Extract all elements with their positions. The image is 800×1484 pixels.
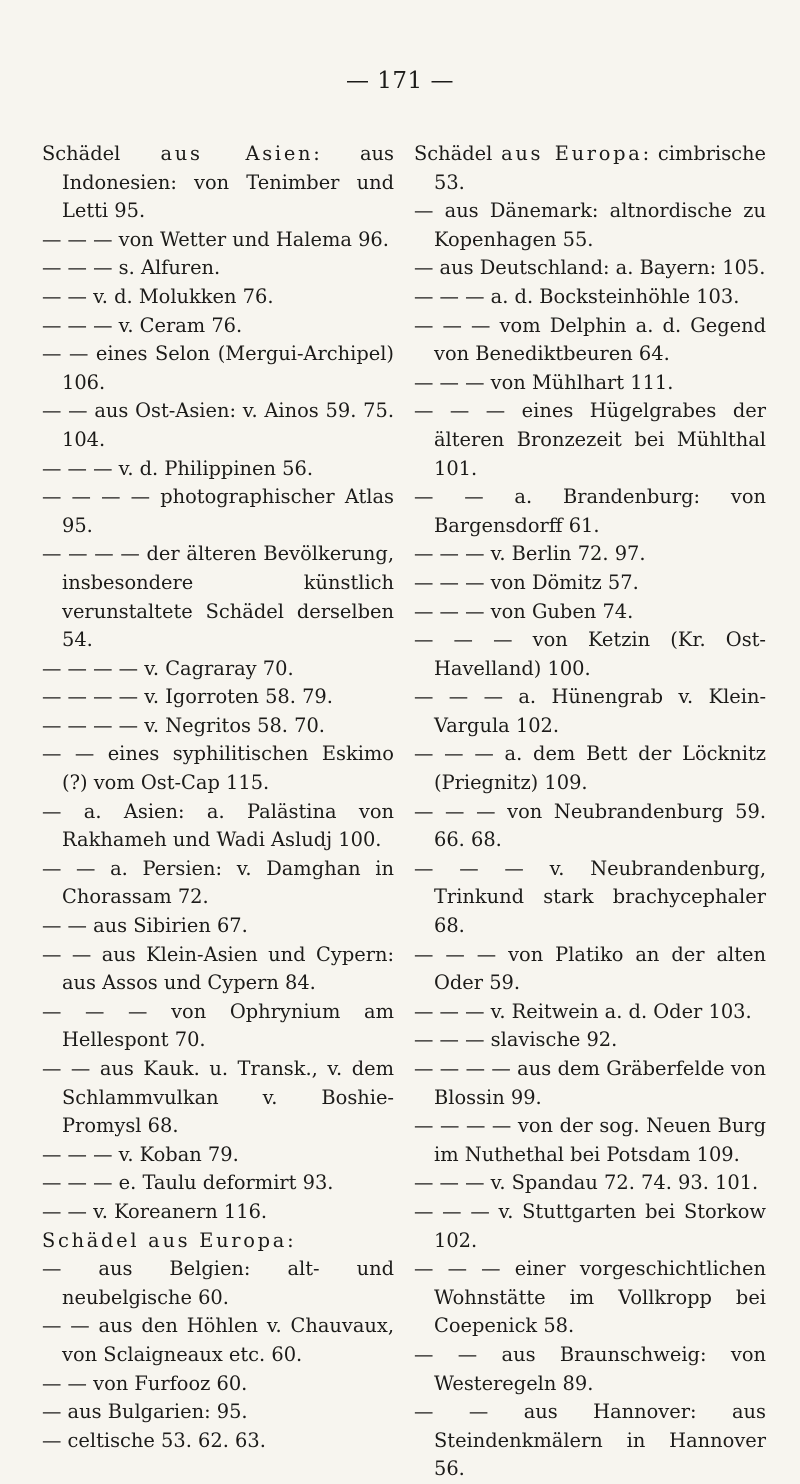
index-entry: — — a. Brandenburg: von Bargensdorff 61. bbox=[414, 485, 766, 537]
index-entry: — — — von Mühlhart 111. bbox=[414, 370, 674, 394]
index-entry: — — — — der älteren Bevölkerung, insbesondere künstlich verunstaltete Schädel derselben 54. bbox=[42, 542, 394, 652]
index-entry: — a. Asien: a. Palästina von Rakhameh und Wadi Asludj 100. bbox=[42, 799, 394, 852]
index-entry: — — — — v. Igorroten 58. 79. bbox=[42, 685, 333, 709]
index-entry: — — — — aus dem Gräberfelde von Blossin 99. bbox=[414, 1057, 766, 1109]
index-entry: — — — slavische 92. bbox=[414, 1028, 618, 1052]
index-entry bbox=[42, 1227, 394, 1256]
index-entry bbox=[42, 140, 394, 226]
index-entry: — — — v. Koban 79. bbox=[42, 1142, 239, 1166]
index-entry: — — — — von der sog. Neuen Burg im Nuthethal bei Potsdam 109. bbox=[414, 1114, 766, 1166]
index-entry: — — — v. d. Philippinen 56. bbox=[42, 456, 314, 480]
index-entry: — — — von Neubrandenburg 59. 66. 68. bbox=[414, 799, 766, 852]
index-entry: — aus Dänemark: altnordische zu Kopenhagen 55. bbox=[414, 199, 766, 251]
index-entry: — aus Bulgarien: 95. bbox=[42, 1400, 248, 1424]
entry-lead: Schädel bbox=[414, 142, 502, 165]
index-entry: — — — s. Alfuren. bbox=[42, 256, 221, 280]
entry-rest: : cimbrische 53. bbox=[434, 142, 766, 194]
index-entry: — — — v. Neubrandenburg, Trinkund stark brachycephaler 68. bbox=[414, 856, 766, 938]
page-number: — 171 — bbox=[345, 68, 455, 94]
index-entry: — — — von Ophrynium am Hellespont 70. bbox=[42, 999, 394, 1052]
index-entry: — — aus den Höhlen v. Chauvaux, von Sclaigneaux etc. 60. bbox=[42, 1314, 394, 1366]
index-entry: — — aus Klein-Asien und Cypern: aus Assos und Cypern 84. bbox=[42, 942, 394, 995]
index-entry: — — — von Dömitz 57. bbox=[414, 570, 639, 594]
entry-rest: : bbox=[287, 1228, 294, 1252]
index-entry: — — — v. Spandau 72. 74. 93. 101. bbox=[414, 1171, 759, 1195]
section-heading: Schädel aus Europa bbox=[42, 1228, 288, 1252]
index-entry: — — — — photographischer Atlas 95. bbox=[42, 485, 394, 537]
index-entry bbox=[414, 140, 766, 197]
right-column bbox=[414, 140, 766, 1484]
index-entry: — — — v. Reitwein a. d. Oder 103. bbox=[414, 999, 752, 1023]
index-entry: — — — eines Hügelgrabes der älteren Bronzezeit bei Mühlthal 101. bbox=[414, 399, 766, 480]
entry-lead: Schädel bbox=[42, 142, 161, 165]
index-entry: — — — von Wetter und Halema 96. bbox=[42, 227, 389, 251]
index-entry: — — v. d. Molukken 76. bbox=[42, 284, 274, 308]
index-entry: — — eines Selon (Mergui-Archipel) 106. bbox=[42, 342, 394, 394]
index-entry: — — aus Kauk. u. Transk., v. dem Schlammvulkan v. Boshie-Promysl 68. bbox=[42, 1057, 394, 1138]
left-column bbox=[42, 140, 394, 1455]
index-entry: — — — a. d. Bocksteinhöhle 103. bbox=[414, 284, 740, 308]
index-entry: — — von Furfooz 60. bbox=[42, 1371, 248, 1395]
index-entry: — — — v. Ceram 76. bbox=[42, 313, 243, 337]
index-entry: — — eines syphilitischen Eskimo (?) vom Ost-Cap 115. bbox=[42, 742, 394, 795]
index-entry: — — — a. dem Bett der Löcknitz (Priegnitz) 109. bbox=[414, 742, 766, 795]
index-entry: — — — einer vorgeschichtlichen Wohnstätte im Vollkropp bei Coepenick 58. bbox=[414, 1257, 766, 1338]
index-entry: — — — a. Hünengrab v. Klein-Vargula 102. bbox=[414, 685, 766, 737]
section-heading: aus Europa bbox=[501, 142, 643, 165]
entry-rest: : aus Indonesien: von Tenimber und Letti 95. bbox=[62, 142, 394, 223]
index-entry: — — aus Braunschweig: von Westeregeln 89. bbox=[414, 1342, 766, 1395]
index-entry: — — — e. Taulu deformirt 93. bbox=[42, 1171, 334, 1195]
index-entry: — — aus Sibirien 67. bbox=[42, 914, 248, 938]
index-entry: — — — vom Delphin a. d. Gegend von Benediktbeuren 64. bbox=[414, 313, 766, 366]
index-entry: — — — von Platiko an der alten Oder 59. bbox=[414, 942, 766, 995]
index-entry: — — aus Hannover: aus Steindenkmälern in Hannover 56. bbox=[414, 1400, 766, 1481]
index-entry: — — — — v. Cagraray 70. bbox=[42, 656, 294, 680]
index-entry: — — — v. Berlin 72. 97. bbox=[414, 542, 646, 566]
index-entry: — — v. Koreanern 116. bbox=[42, 1199, 268, 1223]
index-entry: — — — von Guben 74. bbox=[414, 599, 634, 623]
index-entry: — — aus Ost-Asien: v. Ainos 59. 75. 104. bbox=[42, 399, 394, 451]
index-entry: — — a. Persien: v. Damghan in Chorassam 72. bbox=[42, 856, 394, 909]
index-entry: — — — v. Stuttgarten bei Storkow 102. bbox=[414, 1199, 766, 1252]
index-entry: — aus Belgien: alt- und neubelgische 60. bbox=[42, 1257, 394, 1309]
section-heading: aus Asien bbox=[160, 142, 314, 165]
index-entry: — celtische 53. 62. 63. bbox=[42, 1428, 266, 1452]
index-entry: — — — von Ketzin (Kr. Ost-Havelland) 100. bbox=[414, 628, 766, 680]
index-entry: — — — — v. Negritos 58. 70. bbox=[42, 713, 325, 737]
index-entry: — aus Deutschland: a. Bayern: 105. bbox=[414, 256, 766, 280]
